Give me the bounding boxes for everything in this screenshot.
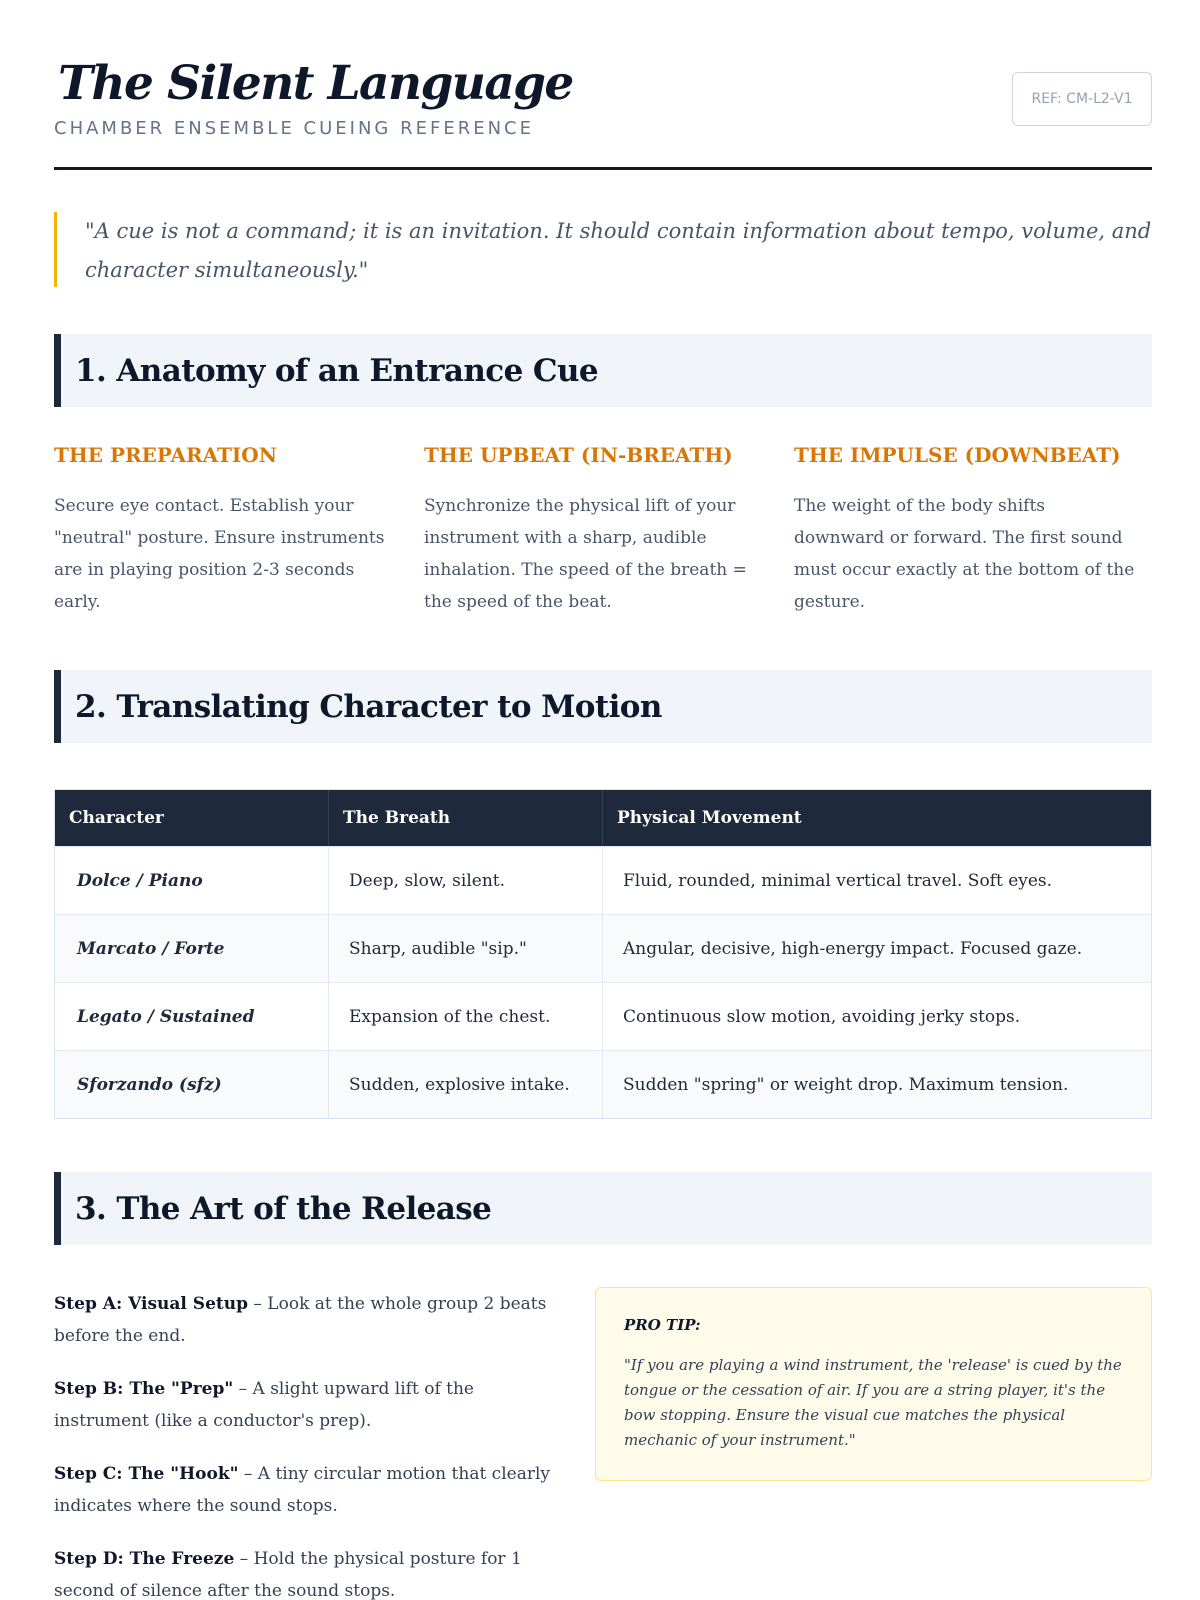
page bbox=[54, 0, 1152, 1600]
pro-tip-box bbox=[595, 1287, 1152, 1481]
table-row bbox=[55, 1050, 1151, 1118]
table-row bbox=[55, 846, 1151, 914]
step-item bbox=[54, 1288, 564, 1352]
pro-tip-text: "If you are playing a wind instrument, the 'release' is cued by the tongue or the cessation of air. If you are a string player, it's the bow stopping. Ensure the visual cue matches the physical mechanic of your instrument." bbox=[624, 1356, 1122, 1449]
cell-movement: Angular, decisive, high-energy impact. Focused gaze. bbox=[623, 938, 1083, 959]
step-label: Step A: Visual Setup bbox=[54, 1294, 248, 1314]
intro-quote: "A cue is not a command; it is an invitation. It should contain information about tempo, volume, and character simultaneously." bbox=[54, 212, 1152, 287]
step-label: Step B: The "Prep" bbox=[54, 1379, 234, 1399]
column-preparation bbox=[54, 443, 399, 618]
column-text: Secure eye contact. Establish your "neutral" posture. Ensure instruments are in playing position 2-3 seconds early. bbox=[54, 496, 385, 612]
cell-character: Legato / Sustained bbox=[55, 983, 329, 1050]
section-heading-anatomy bbox=[54, 334, 1152, 407]
page-header bbox=[54, 56, 1152, 170]
section-heading-character bbox=[54, 670, 1152, 743]
step-text: – Hold the physical posture for 1 second of silence after the sound stops. bbox=[54, 1549, 522, 1600]
column-header-movement: Physical Movement bbox=[617, 808, 802, 828]
release-steps bbox=[54, 1288, 564, 1600]
step-item bbox=[54, 1543, 564, 1600]
step-label: Step C: The "Hook" bbox=[54, 1464, 239, 1484]
section-heading-release bbox=[54, 1172, 1152, 1245]
cell-character: Dolce / Piano bbox=[55, 847, 329, 914]
section-heading-text: 3. The Art of the Release bbox=[75, 1190, 492, 1227]
cell-breath: Expansion of the chest. bbox=[329, 983, 603, 1050]
column-title: THE IMPULSE (DOWNBEAT) bbox=[794, 443, 1121, 467]
step-label: Step D: The Freeze bbox=[54, 1549, 235, 1569]
step-item bbox=[54, 1373, 564, 1437]
step-item bbox=[54, 1458, 564, 1522]
cell-character: Sforzando (sfz) bbox=[55, 1051, 329, 1118]
cell-breath: Sharp, audible "sip." bbox=[329, 915, 603, 982]
section-heading-text: 2. Translating Character to Motion bbox=[75, 688, 662, 725]
column-title: THE UPBEAT (IN-BREATH) bbox=[424, 443, 733, 467]
cell-breath: Sudden, explosive intake. bbox=[329, 1051, 603, 1118]
column-text: The weight of the body shifts downward or forward. The first sound must occur exactly at the bottom of the gesture. bbox=[794, 496, 1135, 612]
step-text: – A tiny circular motion that clearly indicates where the sound stops. bbox=[54, 1464, 551, 1516]
page-subtitle: CHAMBER ENSEMBLE CUEING REFERENCE bbox=[54, 118, 534, 139]
cell-character: Marcato / Forte bbox=[55, 915, 329, 982]
step-text: – Look at the whole group 2 beats before the end. bbox=[54, 1294, 547, 1346]
column-text: Synchronize the physical lift of your instrument with a sharp, audible inhalation. The speed of the breath = the speed of the beat. bbox=[424, 496, 747, 612]
reference-badge: REF: CM-L2-V1 bbox=[1012, 72, 1152, 126]
table-row bbox=[55, 914, 1151, 982]
column-title: THE PREPARATION bbox=[54, 443, 277, 467]
column-upbeat bbox=[424, 443, 769, 618]
cell-movement: Sudden "spring" or weight drop. Maximum tension. bbox=[623, 1074, 1069, 1095]
page-title: The Silent Language bbox=[58, 56, 573, 111]
cell-movement: Fluid, rounded, minimal vertical travel. Soft eyes. bbox=[623, 870, 1053, 891]
step-text: – A slight upward lift of the instrument (like a conductor's prep). bbox=[54, 1379, 474, 1431]
section-heading-text: 1. Anatomy of an Entrance Cue bbox=[75, 352, 599, 389]
column-header-character: Character bbox=[55, 790, 329, 846]
cell-movement: Continuous slow motion, avoiding jerky stops. bbox=[623, 1006, 1021, 1027]
character-motion-table bbox=[54, 789, 1152, 1119]
table-row bbox=[55, 982, 1151, 1050]
cell-breath: Deep, slow, silent. bbox=[329, 847, 603, 914]
column-impulse bbox=[794, 443, 1139, 618]
pro-tip-title: PRO TIP: bbox=[624, 1316, 701, 1334]
table-header bbox=[55, 790, 1151, 846]
column-header-breath: The Breath bbox=[329, 790, 603, 846]
